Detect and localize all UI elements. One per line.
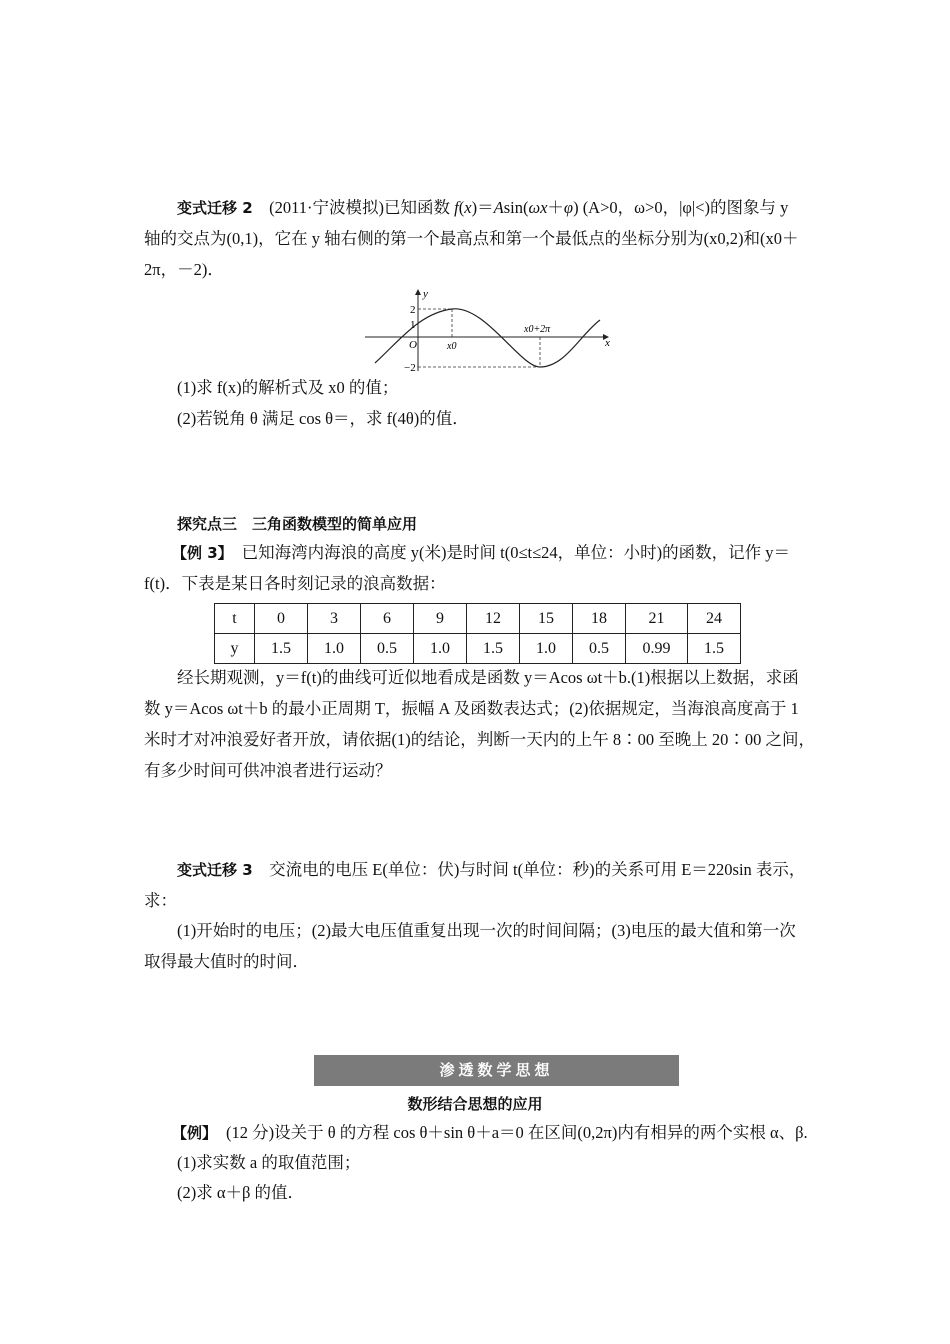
table-cell: 1.0 [520, 634, 573, 664]
tick-label-x0-2pi: x0+2π [524, 324, 551, 335]
table-cell: 18 [573, 604, 626, 634]
problem-label: 变式迁移 2 [177, 199, 253, 217]
example-question-1: (1)求实数 a 的取值范围； [177, 1153, 361, 1172]
math-close: ) [573, 198, 579, 217]
problem-line: 求： [144, 891, 177, 910]
table-cell: 1.5 [467, 634, 520, 664]
problem-line: 取得最大值时的时间． [144, 952, 309, 971]
table-cell: 1.5 [255, 634, 308, 664]
table-cell: 6 [361, 604, 414, 634]
table-cell: y [215, 634, 255, 664]
example-label: 【例】 [172, 1124, 210, 1142]
math-omega: ω [528, 198, 541, 217]
table-cell: 21 [626, 604, 688, 634]
example-paragraph: 经长期观测，y＝f(t)的曲线可近似地看成是函数 y＝Acos ωt＋b.(1)根据以上数据，求函 [177, 668, 799, 687]
tick-label-2: 2 [410, 304, 416, 316]
example-paragraph: 米时才对冲浪爱好者开放，请依据(1)的结论，判断一天内的上午 8∶00 至晚上 20∶00 之间， [144, 730, 815, 749]
table-row [215, 604, 741, 634]
tick-label-1: 1 [410, 319, 416, 331]
wave-height-table [214, 603, 741, 664]
example-line [172, 1121, 808, 1145]
math-A: A [493, 198, 504, 217]
problem-text: (A>0，ω>0，|φ|<)的图象与 y [578, 198, 789, 217]
math-f: f [454, 198, 459, 217]
table-row [215, 634, 741, 664]
table-cell: t [215, 604, 255, 634]
table-cell: 1.5 [688, 634, 741, 664]
problem-label: 变式迁移 3 [177, 861, 253, 879]
x-axis-label: x [605, 337, 610, 349]
math-eq: ＝ [477, 198, 494, 217]
problem-line: (1)开始时的电压；(2)最大电压值重复出现一次的时间间隔；(3)电压的最大值和第一次 [177, 921, 796, 940]
sine-curve [375, 309, 600, 367]
table-cell: 0.5 [573, 634, 626, 664]
table-cell: 9 [414, 604, 467, 634]
math-plus: ＋ [547, 198, 564, 217]
example-text: (12 分)设关于 θ 的方程 cos θ＋sin θ＋a＝0 在区间(0,2π)内有相异的两个实根 α、β. [226, 1123, 808, 1142]
problem-text: 交流电的电压 E(单位：伏)与时间 t(单位：秒)的关系可用 E＝220sin 表示， [269, 860, 806, 879]
problem-text: 已知函数 [384, 198, 455, 217]
problem-line [177, 858, 805, 882]
example-text: 已知海湾内海浪的高度 y(米)是时间 t(0≤t≤24，单位：小时)的函数，记作 y＝ [241, 543, 791, 562]
source-text: (2011·宁波模拟) [269, 198, 385, 217]
math-phi: φ [563, 198, 574, 217]
table-cell: 3 [308, 604, 361, 634]
table-cell: 12 [467, 604, 520, 634]
table-cell: 24 [688, 604, 741, 634]
table-cell: 0 [255, 604, 308, 634]
math-x: x [540, 198, 548, 217]
y-axis-label: y [423, 288, 428, 300]
example-line [172, 541, 790, 565]
problem-line: 变式迁移 2 (2011·宁波模拟)已知函数 f(x)＝Asin(ωx＋φ) (A>0，ω>0，|φ|<)的图象与 y [177, 198, 789, 217]
example-question-2: (2)求 α＋β 的值． [177, 1183, 305, 1202]
section-banner: 渗透数学思想 [314, 1055, 679, 1086]
example-paragraph: 数 y＝Acos ωt＋b 的最小正周期 T，振幅 A 及函数表达式；(2)依据规定，当海浪高度高于 1 [144, 699, 799, 718]
math-sin: sin( [503, 198, 529, 217]
example-line: f(t)．下表是某日各时刻记录的浪高数据： [144, 574, 446, 593]
problem-line: 轴的交点为(0,1)，它在 y 轴右侧的第一个最高点和第一个最低点的坐标分别为(x0,2)和(x0＋ [144, 229, 799, 248]
question-1: (1)求 f(x)的解析式及 x0 的值； [177, 378, 399, 397]
table-cell: 0.99 [626, 634, 688, 664]
tick-label-x0: x0 [447, 341, 457, 352]
table-cell: 15 [520, 604, 573, 634]
problem-line: 2π，－2)． [144, 260, 224, 279]
tick-label-neg2: −2 [404, 362, 416, 374]
section-title: 探究点三 三角函数模型的简单应用 [177, 515, 418, 533]
table-cell: 0.5 [361, 634, 414, 664]
math-x: x [464, 198, 472, 217]
sine-graph [360, 285, 620, 375]
example-label: 【例 3】 [172, 544, 226, 562]
table-cell: 1.0 [308, 634, 361, 664]
origin-label: O [409, 339, 417, 351]
section-subtitle: 数形结合思想的应用 [407, 1095, 543, 1113]
table-cell: 1.0 [414, 634, 467, 664]
question-2: (2)若锐角 θ 满足 cos θ＝，求 f(4θ)的值． [177, 409, 469, 428]
example-paragraph: 有多少时间可供冲浪者进行运动？ [144, 761, 392, 780]
